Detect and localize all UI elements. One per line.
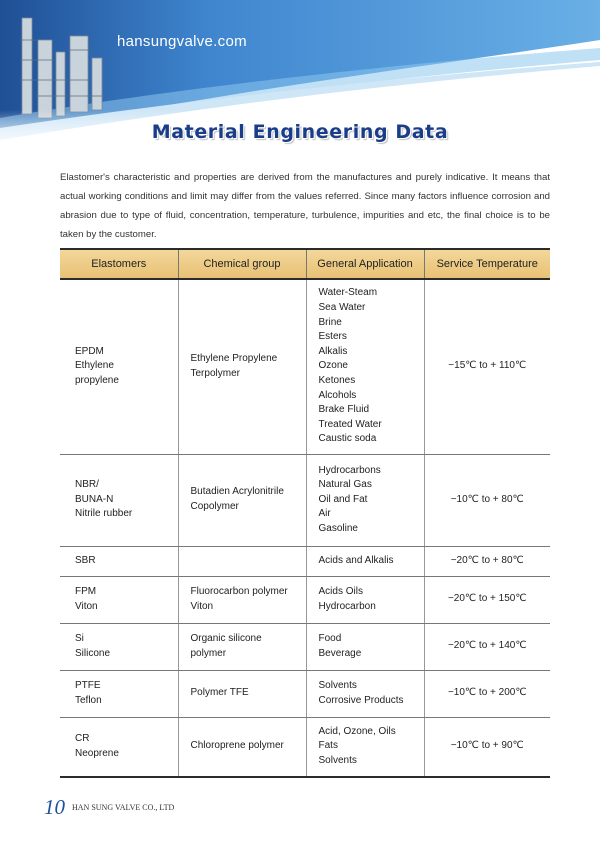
cell-line: Air (318, 508, 331, 520)
cell-line: Ethylene (75, 360, 114, 372)
cell-service-temperature: −20℃ to + 80℃ (424, 546, 550, 576)
page-title: Material Engineering Data (151, 121, 449, 143)
cell-line: Alcohols (318, 389, 357, 401)
cell-elastomer (60, 623, 178, 670)
cell-line: Brine (318, 316, 342, 328)
cell-elastomer (60, 546, 178, 576)
cell-chemical-group (178, 454, 306, 546)
cell-general-application (306, 546, 424, 576)
cell-line: Food (318, 632, 342, 644)
cell-line: Natural Gas (318, 479, 372, 491)
table-header-row (60, 249, 550, 279)
cell-general-application (306, 717, 424, 777)
table-row (60, 623, 550, 670)
cell-line: Polymer TFE (190, 687, 249, 699)
cell-line: Hydrocarbons (318, 464, 381, 476)
cell-line: Viton (190, 600, 214, 612)
cell-line: Ketones (318, 375, 356, 387)
table-row (60, 670, 550, 717)
cell-line: Solvents (318, 755, 357, 767)
cell-line: Ethylene Propylene (190, 353, 278, 365)
cell-line: Hydrocarbon (318, 600, 376, 612)
cell-line: Teflon (75, 694, 102, 706)
cell-line: PTFE (75, 679, 101, 691)
company-name: HAN SUNG VALVE CO., LTD (72, 803, 175, 812)
cell-chemical-group (178, 546, 306, 576)
elastomer-table (60, 248, 550, 778)
cell-chemical-group (178, 717, 306, 777)
cell-line: Viton (75, 600, 98, 612)
cell-line: Brake Fluid (318, 404, 370, 416)
cell-chemical-group (178, 670, 306, 717)
cell-line: Caustic soda (318, 433, 377, 445)
cell-chemical-group (178, 623, 306, 670)
cell-line: Butadien Acrylonitrile (190, 486, 284, 498)
cell-line: Oil and Fat (318, 493, 368, 505)
cell-general-application (306, 454, 424, 546)
table-row (60, 717, 550, 777)
cell-general-application (306, 279, 424, 454)
cell-service-temperature: −15℃ to + 110℃ (424, 279, 550, 454)
cell-line: Nitrile rubber (75, 508, 133, 520)
header-general-application: General Application (306, 249, 424, 279)
cell-line: Organic silicone (190, 632, 262, 644)
cell-line: CR (75, 733, 90, 745)
intro-paragraph: Elastomer's characteristic and properties are derived from the manufactures and purely indicative. It means that actual working conditions and limit may differ from the values referred. Since many factors influence corrosion and abrasion due to type of fluid, concentration, temperature, turbulence, impurities and etc, the final choice is to be taken by the customer. (60, 172, 550, 240)
cell-line: Neoprene (75, 747, 119, 759)
cell-line: Gasoline (318, 522, 358, 534)
cell-elastomer (60, 717, 178, 777)
cell-elastomer (60, 279, 178, 454)
table-row (60, 279, 550, 454)
cell-general-application (306, 670, 424, 717)
site-url[interactable]: hansungvalve.com (117, 33, 247, 50)
cell-line: Sea Water (318, 302, 366, 314)
cell-line: propylene (75, 375, 119, 387)
cell-service-temperature: −20℃ to + 150℃ (424, 576, 550, 623)
cell-line: Solvents (318, 679, 357, 691)
cell-line: Chloroprene polymer (190, 740, 284, 752)
cell-line: Acids Oils (318, 585, 363, 597)
cell-elastomer (60, 576, 178, 623)
cell-line: Beverage (318, 647, 362, 659)
cell-line: polymer (190, 647, 227, 659)
cell-elastomer (60, 454, 178, 546)
cell-line: Esters (318, 331, 347, 343)
cell-line: Acids and Alkalis (318, 554, 394, 566)
cell-line: BUNA-N (75, 493, 114, 505)
cell-line: Si (75, 632, 84, 644)
cell-line: NBR/ (75, 479, 99, 491)
cell-line: Acid, Ozone, Oils (318, 725, 396, 737)
cell-line: Fats (318, 740, 338, 752)
cell-line: Corrosive Products (318, 694, 404, 706)
cell-chemical-group (178, 279, 306, 454)
cell-line: Treated Water (318, 418, 382, 430)
table-row (60, 546, 550, 576)
cell-general-application (306, 623, 424, 670)
cell-line: Water-Steam (318, 287, 378, 299)
table-row (60, 454, 550, 546)
cell-service-temperature: −10℃ to + 200℃ (424, 670, 550, 717)
cell-line: Silicone (75, 647, 111, 659)
cell-line: Copolymer (190, 501, 239, 512)
cell-service-temperature: −10℃ to + 80℃ (424, 454, 550, 546)
cell-service-temperature: −10℃ to + 90℃ (424, 717, 550, 777)
header-elastomers: Elastomers (60, 249, 178, 279)
header-service-temperature: Service Temperature (424, 249, 550, 279)
header-chemical-group: Chemical group (178, 249, 306, 279)
cell-line: Terpolymer (190, 367, 240, 379)
cell-line: FPM (75, 585, 97, 597)
cell-line: Alkalis (318, 345, 348, 357)
cell-line: Fluorocarbon polymer (190, 585, 288, 597)
cell-elastomer (60, 670, 178, 717)
cell-line: SBR (75, 554, 96, 566)
cell-service-temperature: −20℃ to + 140℃ (424, 623, 550, 670)
table-row (60, 576, 550, 623)
cell-chemical-group (178, 576, 306, 623)
cell-line: EPDM (75, 345, 104, 357)
cell-line: Ozone (318, 360, 348, 372)
table-body (60, 279, 550, 777)
page-number: 10 (44, 795, 65, 819)
cell-general-application (306, 576, 424, 623)
